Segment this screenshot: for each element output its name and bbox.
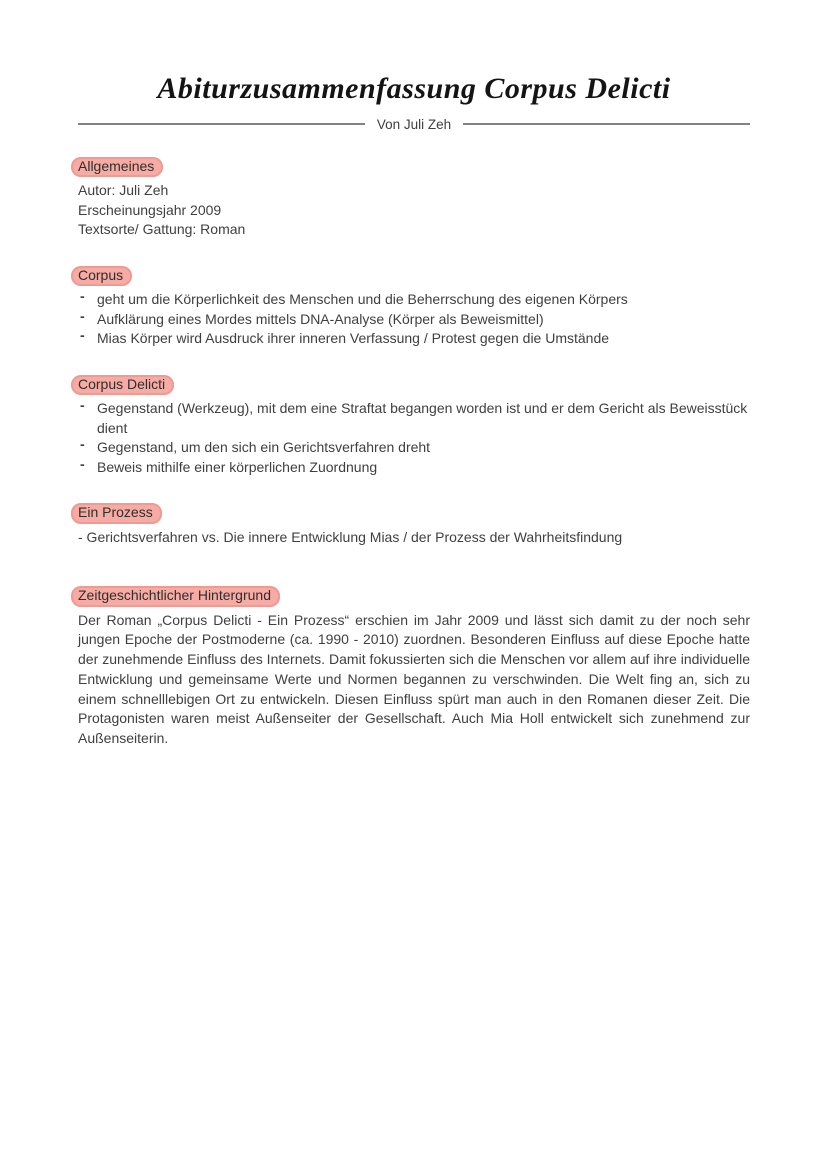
section-heading-highlight: Corpus <box>71 266 132 287</box>
subtitle-divider <box>78 117 750 132</box>
section-corpus-delicti <box>78 375 750 478</box>
info-line: - Gerichtsverfahren vs. Die innere Entwicklung Mias / der Prozess der Wahrheitsfindung <box>78 528 623 545</box>
section-allgemeines <box>78 157 750 240</box>
page-subtitle: Von Juli Zeh <box>376 116 452 132</box>
page-title: Abiturzusammenfassung Corpus Delicti <box>157 72 671 105</box>
bullet-item: - Gegenstand (Werkzeug), mit dem eine Straftat begangen worden ist und er dem Gericht als Beweisstück dient <box>78 399 750 438</box>
info-line: Textsorte/ Gattung: Roman <box>78 221 246 237</box>
section-heading-highlight: Corpus Delicti <box>71 375 174 396</box>
divider-line-right <box>463 123 750 125</box>
section-heading-highlight: Allgemeines <box>71 157 163 178</box>
bullet-item: - Mias Körper wird Ausdruck ihrer inneren Verfassung / Protest gegen die Umstände <box>78 329 750 349</box>
bullet-item: - geht um die Körperlichkeit des Menschen und die Beherrschung des eigenen Körpers <box>78 290 750 310</box>
bullet-item: - Gegenstand, um den sich ein Gerichtsverfahren dreht <box>78 438 750 458</box>
section-heading-highlight: Ein Prozess <box>71 503 162 524</box>
document-content <box>78 157 750 750</box>
divider-line-left <box>78 123 365 125</box>
section-ein-prozess <box>78 503 750 547</box>
body-paragraph: Der Roman „Corpus Delicti - Ein Prozess“ erschien im Jahr 2009 und lässt sich damit zu der noch sehr jungen Epoche der Postmoderne (ca. 1990 - 2010) zuordnen. Besonderen Einfluss auf diese Epoche hatte der zunehmende Einfluss des Internets. Damit fokussierten sich die Menschen vor allem auf ihre individuelle Entwicklung und gemeinsame Werte und Normen begannen zu verschwinden. Die Welt fing an, sich zu einem schnelllebigen Ort zu entwickeln. Diesen Einfluss spürt man auch in den Romanen dieser Zeit. Die Protagonisten waren meist Außenseiter der Gesellschaft. Auch Mia Holl entwickelt sich zunehmend zur Außenseiterin. <box>78 611 750 747</box>
info-line: Autor: Juli Zeh <box>78 182 169 198</box>
section-zeitgeschichtlicher-hintergrund <box>78 586 750 749</box>
section-heading-highlight: Zeitgeschichtlicher Hintergrund <box>71 586 280 607</box>
bullet-item: - Aufklärung eines Mordes mittels DNA-Analyse (Körper als Beweismittel) <box>78 310 750 330</box>
bullet-item: - Beweis mithilfe einer körperlichen Zuordnung <box>78 458 750 478</box>
info-line: Erscheinungsjahr 2009 <box>78 201 222 218</box>
section-corpus <box>78 266 750 349</box>
